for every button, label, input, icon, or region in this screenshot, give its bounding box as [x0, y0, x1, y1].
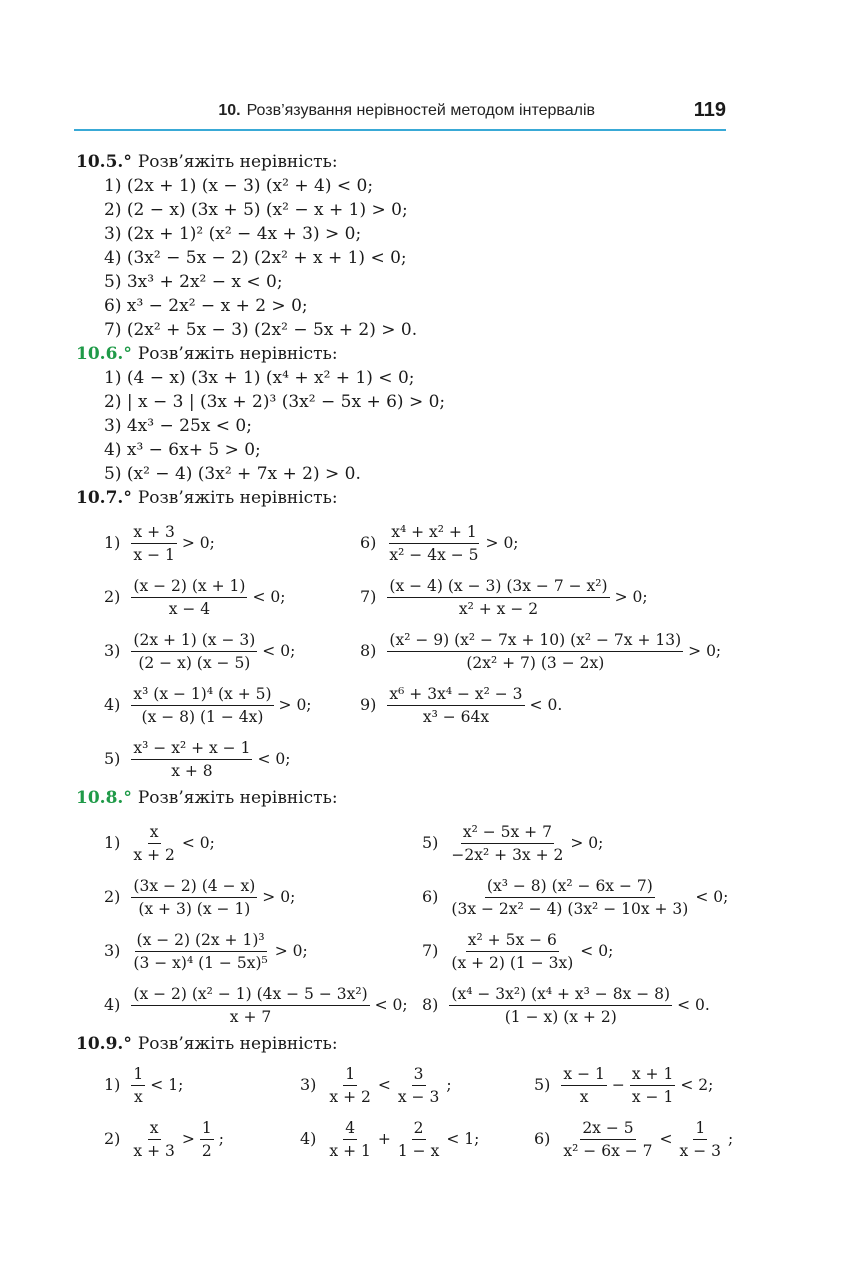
item-number: 6): [534, 1129, 551, 1148]
fraction-item: [360, 516, 519, 570]
denominator: (x + 2) (1 − 3x): [451, 953, 574, 972]
numerator: x² − 5x + 7: [461, 823, 554, 844]
exercise-number: 10.7.°: [76, 488, 132, 508]
item-number: 1): [104, 833, 121, 852]
fraction-row: [76, 870, 736, 924]
fraction-item: [422, 924, 613, 978]
item-number: 3): [300, 1075, 317, 1094]
relation: > 0;: [614, 588, 648, 606]
item-number: 4): [300, 1129, 317, 1148]
item-number: 2): [104, 587, 121, 606]
fraction-item: [300, 1058, 452, 1112]
exercise-10-9-heading: [76, 1032, 736, 1056]
numerator: x: [148, 823, 161, 844]
fraction-item: [104, 924, 308, 978]
relation: < 1;: [150, 1076, 184, 1094]
fraction: [449, 823, 565, 864]
relation: > 0;: [278, 696, 312, 714]
relation: > 0;: [181, 534, 215, 552]
denominator: x + 2: [329, 1087, 371, 1106]
item-number: 7): [422, 941, 439, 960]
fraction: [131, 877, 257, 918]
numerator: 1: [200, 1119, 214, 1140]
fraction-item: [104, 624, 295, 678]
numerator: 3: [412, 1065, 426, 1086]
fraction: [387, 577, 609, 618]
fraction-item: [104, 1112, 224, 1166]
list-item: 5) (x² − 4) (3x² + 7x + 2) > 0.: [104, 464, 361, 484]
operator: <: [659, 1130, 673, 1148]
page-number: 119: [693, 99, 726, 121]
list-item: 6) x³ − 2x² − x + 2 > 0;: [104, 296, 308, 316]
fraction-item: [422, 816, 603, 870]
denominator: x: [133, 1087, 143, 1106]
denominator: (3 − x)⁴ (1 − 5x)⁵: [133, 953, 268, 972]
item-number: 2): [104, 1129, 121, 1148]
item-number: 8): [422, 995, 439, 1014]
relation: > 0;: [570, 834, 604, 852]
list-item: 2) | x − 3 | (3x + 2)³ (3x² − 5x + 6) > 0;: [104, 392, 446, 412]
exercise-title: Розв’яжіть нерівність:: [137, 152, 338, 172]
relation: < 0;: [374, 996, 408, 1014]
exercise-number: 10.5.°: [76, 152, 132, 172]
exercise-10-7-heading: [76, 486, 736, 510]
fraction-row: [76, 978, 736, 1032]
fraction-item: [360, 678, 562, 732]
fraction-row: [76, 816, 736, 870]
fraction: [561, 1119, 654, 1160]
relation: > 0;: [688, 642, 722, 660]
denominator: x − 3: [397, 1087, 440, 1106]
denominator: (3x − 2x² − 4) (3x² − 10x + 3): [451, 899, 689, 918]
relation: > 0;: [274, 942, 308, 960]
relation: < 1;: [446, 1130, 480, 1148]
relation: < 0;: [262, 642, 296, 660]
fraction-item: [360, 624, 721, 678]
numerator: 1: [131, 1065, 145, 1086]
numerator: (2x + 1) (x − 3): [131, 631, 257, 652]
fraction: [131, 523, 176, 564]
fraction-item: [104, 978, 408, 1032]
fraction-row: [76, 1058, 736, 1112]
item-number: 1): [104, 533, 121, 552]
item-number: 2): [104, 887, 121, 906]
denominator: x³ − 64x: [422, 707, 490, 726]
exercise-10-6-heading: [76, 342, 736, 366]
fraction: [449, 877, 690, 918]
fraction: [387, 685, 524, 726]
page-header: [74, 100, 726, 128]
list-item: 1) (2x + 1) (x − 3) (x² + 4) < 0;: [104, 176, 374, 196]
exercise-title: Розв’яжіть нерівність:: [137, 344, 338, 364]
numerator: (x³ − 8) (x² − 6x − 7): [485, 877, 655, 898]
fraction-row: [76, 732, 736, 786]
relation: < 2;: [680, 1076, 714, 1094]
denominator: x² − 4x − 5: [389, 545, 479, 564]
denominator: 1 − x: [397, 1141, 440, 1160]
denominator: x − 4: [168, 599, 211, 618]
fraction: [678, 1119, 723, 1160]
fraction-item: [104, 678, 312, 732]
item-number: 4): [104, 695, 121, 714]
exercise-number: 10.9.°: [76, 1034, 132, 1054]
denominator: x − 3: [679, 1141, 721, 1160]
exercise-title: Розв’яжіть нерівність:: [137, 1034, 338, 1054]
denominator: 2: [201, 1141, 212, 1160]
fraction-item: [300, 1112, 479, 1166]
numerator: 2: [412, 1119, 426, 1140]
fraction-row: [76, 516, 736, 570]
fraction-row: [76, 624, 736, 678]
operator: >: [181, 1130, 195, 1148]
fraction: [131, 1119, 176, 1160]
fraction: [131, 685, 273, 726]
fraction-item: [422, 978, 710, 1032]
item-number: 5): [534, 1075, 551, 1094]
denominator: x + 2: [133, 845, 175, 864]
denominator: x + 1: [329, 1141, 371, 1160]
list-item: 4) (3x² − 5x − 2) (2x² + x + 1) < 0;: [104, 248, 407, 268]
fraction-item: [104, 1058, 183, 1112]
item-number: 6): [422, 887, 439, 906]
item-number: 5): [104, 749, 121, 768]
denominator: (x − 8) (1 − 4x): [141, 707, 264, 726]
denominator: (2x² + 7) (3 − 2x): [466, 653, 605, 672]
numerator: x + 3: [131, 523, 176, 544]
numerator: x² + 5x − 6: [466, 931, 559, 952]
exercise-title: Розв’яжіть нерівність:: [137, 788, 338, 808]
denominator: x: [579, 1087, 589, 1106]
fraction: [630, 1065, 675, 1106]
fraction: [387, 631, 683, 672]
chapter-number: 10.: [218, 102, 241, 119]
chapter-title: Розв’язування нерівностей методом інтервалів: [246, 102, 595, 119]
denominator: x − 1: [631, 1087, 674, 1106]
numerator: 1: [343, 1065, 357, 1086]
fraction-item: [422, 870, 728, 924]
denominator: x² + x − 2: [458, 599, 539, 618]
list-item: 3) 4x³ − 25x < 0;: [104, 416, 252, 436]
numerator: x³ − x² + x − 1: [131, 739, 252, 760]
fraction: [200, 1119, 214, 1160]
denominator: −2x² + 3x + 2: [451, 845, 564, 864]
relation: ;: [446, 1076, 452, 1094]
fraction-row: [76, 924, 736, 978]
numerator: x³ (x − 1)⁴ (x + 5): [131, 685, 273, 706]
denominator: x + 3: [133, 1141, 175, 1160]
numerator: x + 1: [630, 1065, 675, 1086]
relation: < 0;: [695, 888, 729, 906]
fraction: [131, 739, 252, 780]
relation: > 0;: [262, 888, 296, 906]
fraction: [131, 931, 269, 972]
numerator: (x⁴ − 3x²) (x⁴ + x³ − 8x − 8): [449, 985, 672, 1006]
numerator: x⁶ + 3x⁴ − x² − 3: [387, 685, 524, 706]
fraction: [131, 1065, 145, 1106]
item-number: 4): [104, 995, 121, 1014]
denominator: x + 7: [229, 1007, 272, 1026]
fraction-item: [534, 1112, 733, 1166]
relation: ;: [218, 1130, 224, 1148]
list-item: 1) (4 − x) (3x + 1) (x⁴ + x² + 1) < 0;: [104, 368, 415, 388]
numerator: (x − 2) (2x + 1)³: [135, 931, 267, 952]
item-number: 3): [104, 641, 121, 660]
denominator: x + 8: [171, 761, 213, 780]
item-number: 6): [360, 533, 377, 552]
fraction: [396, 1065, 441, 1106]
fraction: [131, 823, 176, 864]
numerator: x: [148, 1119, 161, 1140]
denominator: x² − 6x − 7: [563, 1141, 653, 1160]
item-number: 3): [104, 941, 121, 960]
fraction-row: [76, 1112, 736, 1166]
page-content: [76, 150, 736, 1166]
fraction: [131, 577, 247, 618]
operator: +: [377, 1130, 391, 1148]
relation: < 0;: [257, 750, 291, 768]
fraction: [131, 631, 257, 672]
exercise-10-8-heading: [76, 786, 736, 810]
fraction: [327, 1065, 372, 1106]
item-number: 1): [104, 1075, 121, 1094]
relation: > 0;: [485, 534, 519, 552]
fraction: [131, 985, 369, 1026]
chapter-heading: [218, 102, 595, 120]
numerator: 1: [693, 1119, 707, 1140]
numerator: (x − 4) (x − 3) (3x − 7 − x²): [387, 577, 609, 598]
numerator: (x² − 9) (x² − 7x + 10) (x² − 7x + 13): [387, 631, 683, 652]
numerator: (x − 2) (x + 1): [131, 577, 247, 598]
numerator: 4: [343, 1119, 357, 1140]
relation: < 0.: [529, 696, 563, 714]
relation: < 0;: [181, 834, 215, 852]
relation: ;: [727, 1130, 734, 1148]
denominator: (2 − x) (x − 5): [138, 653, 251, 672]
list-item: 4) x³ − 6x+ 5 > 0;: [104, 440, 261, 460]
fraction-item: [104, 732, 290, 786]
fraction-item: [360, 570, 648, 624]
numerator: (x − 2) (x² − 1) (4x − 5 − 3x²): [131, 985, 369, 1006]
exercise-number: 10.8.°: [76, 788, 132, 808]
item-number: 8): [360, 641, 377, 660]
list-item: 5) 3x³ + 2x² − x < 0;: [104, 272, 283, 292]
item-number: 5): [422, 833, 439, 852]
operator: −: [611, 1076, 625, 1094]
relation: < 0.: [677, 996, 710, 1014]
list-item: 3) (2x + 1)² (x² − 4x + 3) > 0;: [104, 224, 362, 244]
fraction-item: [104, 570, 285, 624]
fraction-item: [104, 816, 215, 870]
relation: < 0;: [580, 942, 614, 960]
numerator: x − 1: [561, 1065, 606, 1086]
fraction: [396, 1119, 441, 1160]
exercise-number: 10.6.°: [76, 344, 132, 364]
denominator: (x + 3) (x − 1): [138, 899, 251, 918]
item-number: 7): [360, 587, 377, 606]
numerator: x⁴ + x² + 1: [389, 523, 478, 544]
exercise-10-5-heading: [76, 150, 736, 174]
relation: < 0;: [252, 588, 286, 606]
numerator: (3x − 2) (4 − x): [131, 877, 257, 898]
exercise-title: Розв’яжіть нерівність:: [137, 488, 338, 508]
fraction-item: [104, 516, 215, 570]
fraction: [387, 523, 480, 564]
numerator: 2x − 5: [580, 1119, 635, 1140]
list-item: 7) (2x² + 5x − 3) (2x² − 5x + 2) > 0.: [104, 320, 418, 340]
fraction: [327, 1119, 372, 1160]
fraction-item: [104, 870, 295, 924]
header-rule: [74, 129, 726, 131]
fraction-row: [76, 678, 736, 732]
fraction: [449, 931, 575, 972]
fraction: [561, 1065, 606, 1106]
operator: <: [377, 1076, 391, 1094]
fraction-row: [76, 570, 736, 624]
fraction: [449, 985, 672, 1026]
fraction-item: [534, 1058, 713, 1112]
denominator: x − 1: [133, 545, 175, 564]
item-number: 9): [360, 695, 377, 714]
list-item: 2) (2 − x) (3x + 5) (x² − x + 1) > 0;: [104, 200, 408, 220]
denominator: (1 − x) (x + 2): [504, 1007, 617, 1026]
